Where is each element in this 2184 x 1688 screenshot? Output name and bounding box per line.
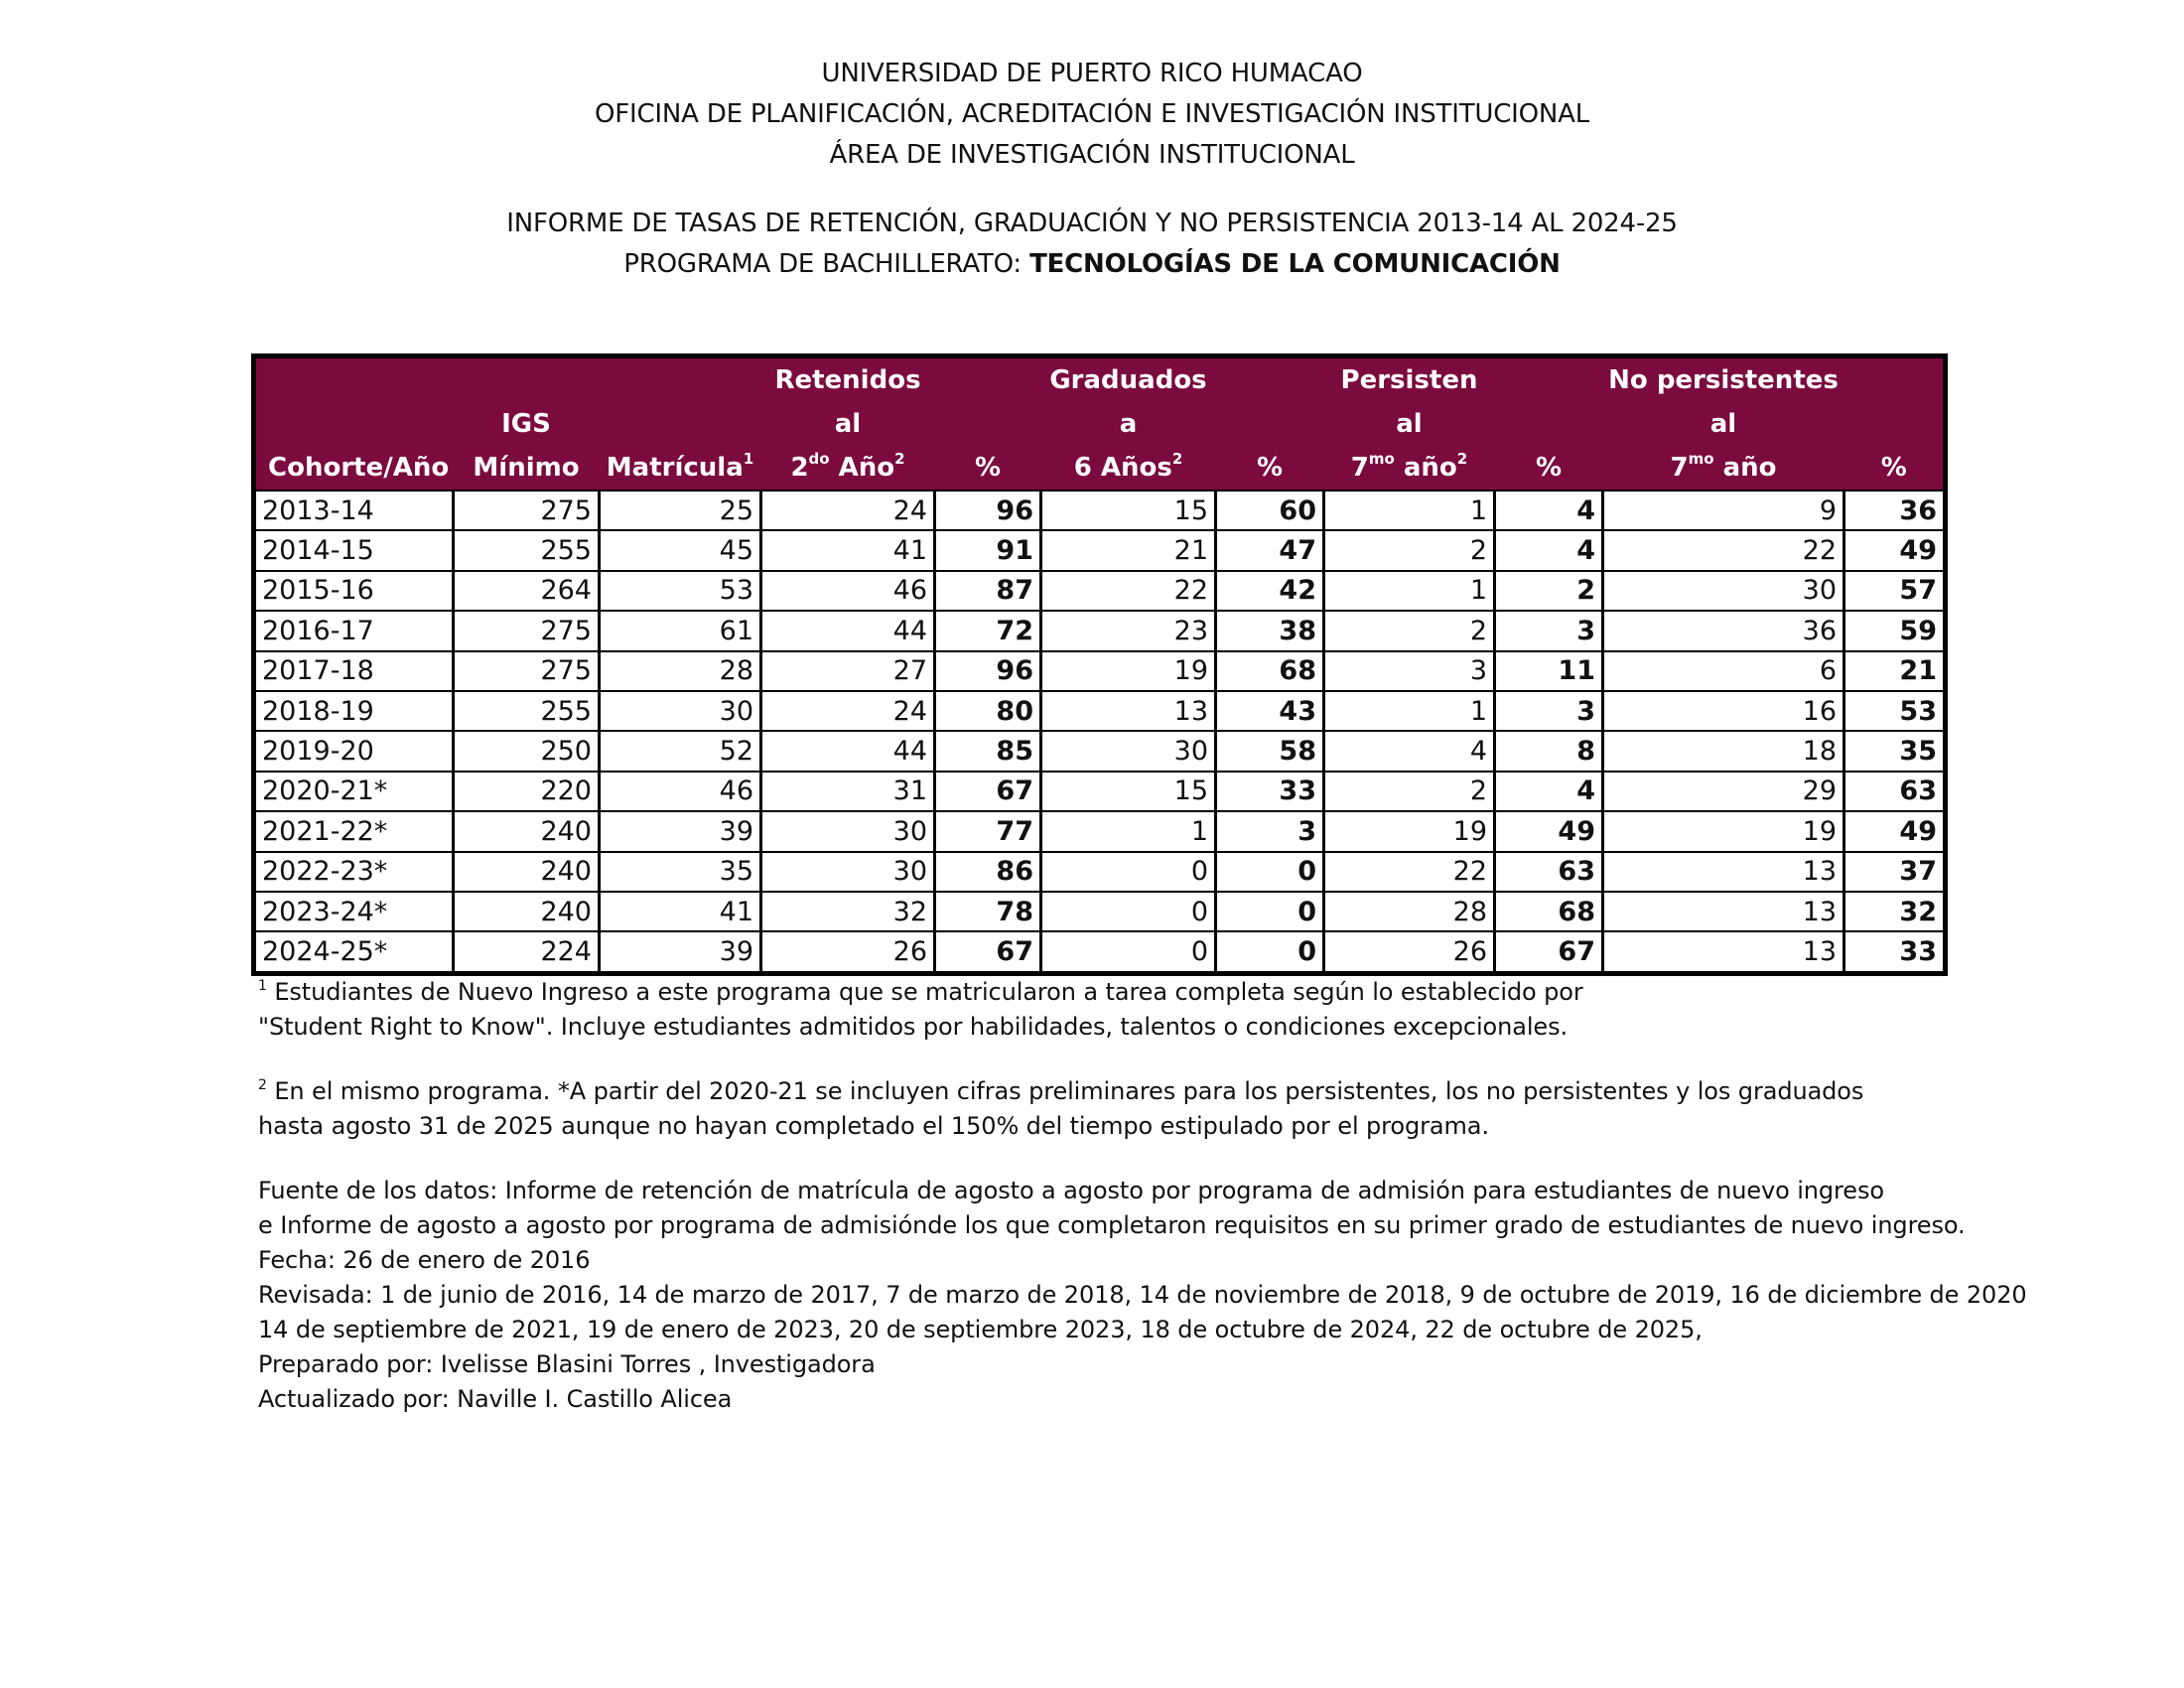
cohort-cell: 2018-19 [254, 691, 454, 731]
matricula-cell: 28 [600, 651, 761, 691]
retenidos-cell: 26 [761, 931, 935, 973]
persisten-pct-cell: 4 [1495, 772, 1603, 811]
no-persistentes-pct-cell: 36 [1844, 491, 1946, 530]
no-persistentes-cell: 13 [1603, 892, 1844, 931]
no-persistentes-cell: 30 [1603, 571, 1844, 611]
table-row [254, 772, 1946, 811]
igs-cell: 220 [454, 772, 600, 811]
retenidos-cell: 30 [761, 852, 935, 892]
igs-cell: 275 [454, 651, 600, 691]
table-row [254, 931, 1946, 973]
persisten-cell: 2 [1324, 611, 1495, 650]
retenidos-cell: 46 [761, 571, 935, 611]
footnotes [258, 975, 2144, 1417]
igs-cell: 240 [454, 852, 600, 892]
col-header-persisten: Persisten al $7^{mo}$ año$^2$ [1324, 356, 1495, 492]
igs-cell: 275 [454, 491, 600, 530]
footnote-1-line-2: "Student Right to Know". Incluye estudiantes admitidos por habilidades, talentos o condiciones excepcionales. [258, 1013, 1569, 1041]
igs-cell: 275 [454, 611, 600, 650]
persisten-pct-cell: 3 [1495, 611, 1603, 650]
retenidos-pct-cell: 91 [935, 530, 1041, 570]
persisten-pct-cell: 68 [1495, 892, 1603, 931]
retenidos-cell: 44 [761, 611, 935, 650]
graduados-cell: 1 [1041, 811, 1216, 851]
cohort-cell: 2014-15 [254, 530, 454, 570]
matricula-cell: 35 [600, 852, 761, 892]
persisten-pct-cell: 3 [1495, 691, 1603, 731]
table-row [254, 491, 1946, 530]
persisten-pct-cell: 63 [1495, 852, 1603, 892]
graduados-pct-cell: 38 [1216, 611, 1324, 650]
persisten-cell: 3 [1324, 651, 1495, 691]
retenidos-cell: 30 [761, 811, 935, 851]
retenidos-pct-cell: 85 [935, 731, 1041, 771]
graduados-pct-cell: 60 [1216, 491, 1324, 530]
persisten-pct-cell: 49 [1495, 811, 1603, 851]
table-row [254, 852, 1946, 892]
source-line-2: e Informe de agosto a agosto por programa de admisiónde los que completaron requisitos en su primer grado de estudiantes de nuevo ingreso. [258, 1211, 1966, 1239]
cohort-cell: 2024-25* [254, 931, 454, 973]
igs-cell: 255 [454, 530, 600, 570]
matricula-cell: 61 [600, 611, 761, 650]
retenidos-cell: 31 [761, 772, 935, 811]
graduados-cell: 23 [1041, 611, 1216, 650]
retenidos-pct-cell: 96 [935, 491, 1041, 530]
graduados-cell: 21 [1041, 530, 1216, 570]
graduados-cell: 15 [1041, 491, 1216, 530]
persisten-cell: 2 [1324, 772, 1495, 811]
matricula-cell: 52 [600, 731, 761, 771]
retenidos-cell: 24 [761, 691, 935, 731]
cohort-cell: 2019-20 [254, 731, 454, 771]
source-info [258, 1174, 2144, 1417]
col-header-retenidos-pct: % [935, 356, 1041, 492]
graduados-cell: 13 [1041, 691, 1216, 731]
persisten-cell: 1 [1324, 571, 1495, 611]
cohort-cell: 2017-18 [254, 651, 454, 691]
col-header-retenidos: Retenidos al $2^{do}$ Año$^2$ [761, 356, 935, 492]
persisten-cell: 26 [1324, 931, 1495, 973]
retenidos-pct-cell: 77 [935, 811, 1041, 851]
matricula-cell: 30 [600, 691, 761, 731]
matricula-cell: 53 [600, 571, 761, 611]
program-line [0, 244, 2184, 285]
footnote-2-line-1: En el mismo programa. *A partir del 2020-21 se incluyen cifras preliminares para los persistentes, los no persistentes y los graduados [266, 1077, 1864, 1105]
retenidos-pct-cell: 67 [935, 931, 1041, 973]
header-gap [0, 176, 2184, 204]
table-row [254, 811, 1946, 851]
cohort-cell: 2023-24* [254, 892, 454, 931]
office-name: OFICINA DE PLANIFICACIÓN, ACREDITACIÓN E INVESTIGACIÓN INSTITUCIONAL [594, 99, 1590, 129]
col-header-matricula: Matrícula$^1$ [600, 356, 761, 492]
no-persistentes-pct-cell: 32 [1844, 892, 1946, 931]
graduados-pct-cell: 3 [1216, 811, 1324, 851]
matricula-cell: 45 [600, 530, 761, 570]
retenidos-cell: 27 [761, 651, 935, 691]
updated-by: Actualizado por: Naville I. Castillo Alicea [258, 1385, 733, 1413]
persisten-cell: 1 [1324, 691, 1495, 731]
col-header-cohort: Cohorte/Año [254, 356, 454, 492]
source-line-1: Fuente de los datos: Informe de retención de matrícula de agosto a agosto por programa de admisión para estudiantes de nuevo ingreso [258, 1177, 1884, 1204]
revised-line-1: Revisada: 1 de junio de 2016, 14 de marzo de 2017, 7 de marzo de 2018, 14 de noviembre de 2018, 9 de octubre de 2019, 16 de diciembre de 2020 [258, 1281, 2027, 1309]
igs-cell: 255 [454, 691, 600, 731]
no-persistentes-pct-cell: 63 [1844, 772, 1946, 811]
graduados-pct-cell: 58 [1216, 731, 1324, 771]
no-persistentes-cell: 29 [1603, 772, 1844, 811]
persisten-cell: 19 [1324, 811, 1495, 851]
no-persistentes-pct-cell: 49 [1844, 530, 1946, 570]
table-row [254, 731, 1946, 771]
igs-cell: 224 [454, 931, 600, 973]
table-body [254, 491, 1946, 973]
footnote-2-marker: 2 [258, 1077, 267, 1093]
table-row [254, 892, 1946, 931]
persisten-pct-cell: 4 [1495, 491, 1603, 530]
graduados-cell: 0 [1041, 931, 1216, 973]
program-name: TECNOLOGÍAS DE LA COMUNICACIÓN [1029, 249, 1561, 279]
persisten-cell: 1 [1324, 491, 1495, 530]
col-header-no-persistentes-pct: % [1844, 356, 1946, 492]
program-prefix: PROGRAMA DE BACHILLERATO: [623, 249, 1030, 279]
graduados-pct-cell: 0 [1216, 852, 1324, 892]
cohort-cell: 2016-17 [254, 611, 454, 650]
col-header-persisten-pct: % [1495, 356, 1603, 492]
retenidos-cell: 44 [761, 731, 935, 771]
university-name: UNIVERSIDAD DE PUERTO RICO HUMACAO [821, 59, 1363, 88]
table-header-row [254, 356, 1946, 492]
col-header-graduados-pct: % [1216, 356, 1324, 492]
table-row [254, 611, 1946, 650]
graduados-cell: 19 [1041, 651, 1216, 691]
no-persistentes-pct-cell: 57 [1844, 571, 1946, 611]
graduados-cell: 15 [1041, 772, 1216, 811]
table-row [254, 651, 1946, 691]
cohort-cell: 2022-23* [254, 852, 454, 892]
cohort-cell: 2013-14 [254, 491, 454, 530]
persisten-cell: 2 [1324, 530, 1495, 570]
retenidos-cell: 24 [761, 491, 935, 530]
report-title: INFORME DE TASAS DE RETENCIÓN, GRADUACIÓN Y NO PERSISTENCIA 2013-14 AL 2024-25 [506, 209, 1678, 238]
no-persistentes-cell: 13 [1603, 931, 1844, 973]
persisten-pct-cell: 2 [1495, 571, 1603, 611]
matricula-cell: 46 [600, 772, 761, 811]
footnote-2 [258, 1074, 2144, 1144]
revised-line-2: 14 de septiembre de 2021, 19 de enero de 2023, 20 de septiembre 2023, 18 de octubre de 2024, 22 de octubre de 2025, [258, 1316, 1703, 1343]
no-persistentes-pct-cell: 49 [1844, 811, 1946, 851]
persisten-cell: 28 [1324, 892, 1495, 931]
retention-table [251, 353, 1948, 976]
col-header-graduados: Graduados a 6 Años$^2$ [1041, 356, 1216, 492]
graduados-cell: 30 [1041, 731, 1216, 771]
retenidos-pct-cell: 96 [935, 651, 1041, 691]
no-persistentes-cell: 22 [1603, 530, 1844, 570]
no-persistentes-pct-cell: 59 [1844, 611, 1946, 650]
cohort-cell: 2020-21* [254, 772, 454, 811]
no-persistentes-pct-cell: 53 [1844, 691, 1946, 731]
retenidos-cell: 41 [761, 530, 935, 570]
no-persistentes-pct-cell: 33 [1844, 931, 1946, 973]
graduados-cell: 22 [1041, 571, 1216, 611]
prepared-by: Preparado por: Ivelisse Blasini Torres , Investigadora [258, 1350, 876, 1378]
no-persistentes-cell: 36 [1603, 611, 1844, 650]
cohort-cell: 2015-16 [254, 571, 454, 611]
no-persistentes-cell: 18 [1603, 731, 1844, 771]
graduados-pct-cell: 47 [1216, 530, 1324, 570]
table-row [254, 571, 1946, 611]
document-header [0, 54, 2184, 285]
no-persistentes-pct-cell: 37 [1844, 852, 1946, 892]
graduados-pct-cell: 43 [1216, 691, 1324, 731]
graduados-pct-cell: 42 [1216, 571, 1324, 611]
retenidos-pct-cell: 78 [935, 892, 1041, 931]
persisten-pct-cell: 67 [1495, 931, 1603, 973]
retenidos-cell: 32 [761, 892, 935, 931]
persisten-pct-cell: 11 [1495, 651, 1603, 691]
graduados-pct-cell: 33 [1216, 772, 1324, 811]
retenidos-pct-cell: 87 [935, 571, 1041, 611]
footnote-2-line-2: hasta agosto 31 de 2025 aunque no hayan completado el 150% del tiempo estipulado por el programa. [258, 1112, 1489, 1140]
matricula-cell: 39 [600, 931, 761, 973]
graduados-pct-cell: 0 [1216, 892, 1324, 931]
footnote-1-marker: 1 [258, 978, 267, 994]
retenidos-pct-cell: 67 [935, 772, 1041, 811]
no-persistentes-cell: 9 [1603, 491, 1844, 530]
persisten-pct-cell: 8 [1495, 731, 1603, 771]
no-persistentes-pct-cell: 21 [1844, 651, 1946, 691]
graduados-pct-cell: 68 [1216, 651, 1324, 691]
matricula-cell: 39 [600, 811, 761, 851]
igs-cell: 240 [454, 892, 600, 931]
footnote-1-line-1: Estudiantes de Nuevo Ingreso a este programa que se matricularon a tarea completa según lo establecido por [266, 978, 1583, 1006]
graduados-cell: 0 [1041, 852, 1216, 892]
date-line: Fecha: 26 de enero de 2016 [258, 1246, 591, 1274]
graduados-cell: 0 [1041, 892, 1216, 931]
retenidos-pct-cell: 72 [935, 611, 1041, 650]
no-persistentes-cell: 16 [1603, 691, 1844, 731]
persisten-pct-cell: 4 [1495, 530, 1603, 570]
cohort-cell: 2021-22* [254, 811, 454, 851]
col-header-no-persistentes: No persistentes al $7^{mo}$ año [1603, 356, 1844, 492]
no-persistentes-pct-cell: 35 [1844, 731, 1946, 771]
no-persistentes-cell: 6 [1603, 651, 1844, 691]
persisten-cell: 22 [1324, 852, 1495, 892]
footnote-1 [258, 975, 2144, 1045]
persisten-cell: 4 [1324, 731, 1495, 771]
igs-cell: 264 [454, 571, 600, 611]
no-persistentes-cell: 13 [1603, 852, 1844, 892]
retenidos-pct-cell: 86 [935, 852, 1041, 892]
matricula-cell: 41 [600, 892, 761, 931]
no-persistentes-cell: 19 [1603, 811, 1844, 851]
igs-cell: 240 [454, 811, 600, 851]
table-row [254, 691, 1946, 731]
col-header-igs: IGS Mínimo [454, 356, 600, 492]
retenidos-pct-cell: 80 [935, 691, 1041, 731]
area-name: ÁREA DE INVESTIGACIÓN INSTITUCIONAL [829, 140, 1355, 170]
igs-cell: 250 [454, 731, 600, 771]
graduados-pct-cell: 0 [1216, 931, 1324, 973]
matricula-cell: 25 [600, 491, 761, 530]
table-row [254, 530, 1946, 570]
